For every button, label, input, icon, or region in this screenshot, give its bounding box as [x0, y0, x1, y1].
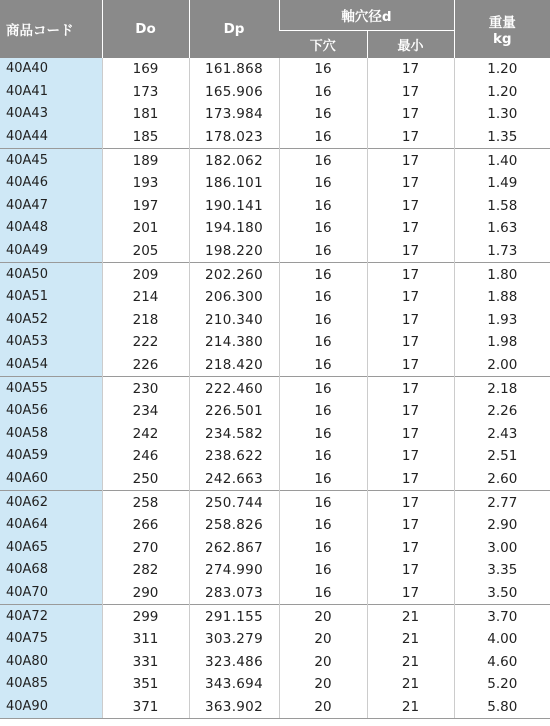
- cell-code: 40A55: [0, 377, 102, 400]
- cell-dp: 186.101: [189, 172, 279, 195]
- cell-bore-pilot: 16: [279, 559, 367, 582]
- cell-dp: 218.420: [189, 354, 279, 377]
- cell-weight: 3.70: [454, 605, 550, 628]
- cell-do: 282: [102, 559, 189, 582]
- cell-code: 40A41: [0, 81, 102, 104]
- cell-weight: 5.80: [454, 696, 550, 719]
- cell-weight: 1.20: [454, 81, 550, 104]
- cell-bore-min: 17: [367, 423, 454, 446]
- cell-do: 189: [102, 149, 189, 172]
- cell-dp: 238.622: [189, 445, 279, 468]
- cell-do: 226: [102, 354, 189, 377]
- cell-code: 40A48: [0, 217, 102, 240]
- cell-bore-min: 17: [367, 468, 454, 491]
- cell-do: 230: [102, 377, 189, 400]
- cell-weight: 4.00: [454, 628, 550, 651]
- cell-weight: 1.49: [454, 172, 550, 195]
- cell-bore-min: 17: [367, 445, 454, 468]
- cell-bore-min: 21: [367, 696, 454, 719]
- table-row: [0, 673, 550, 696]
- cell-bore-pilot: 16: [279, 217, 367, 240]
- cell-dp: 363.902: [189, 696, 279, 719]
- table-row: [0, 103, 550, 126]
- cell-weight: 1.73: [454, 240, 550, 263]
- cell-weight: 3.00: [454, 536, 550, 559]
- cell-weight: 1.40: [454, 149, 550, 172]
- cell-do: 209: [102, 263, 189, 286]
- cell-bore-pilot: 16: [279, 81, 367, 104]
- cell-bore-pilot: 20: [279, 605, 367, 628]
- cell-code: 40A85: [0, 673, 102, 696]
- cell-bore-min: 21: [367, 628, 454, 651]
- cell-dp: 343.694: [189, 673, 279, 696]
- cell-dp: 173.984: [189, 103, 279, 126]
- cell-bore-min: 17: [367, 286, 454, 309]
- cell-bore-min: 17: [367, 309, 454, 332]
- cell-code: 40A70: [0, 582, 102, 605]
- cell-bore-pilot: 16: [279, 172, 367, 195]
- cell-dp: 291.155: [189, 605, 279, 628]
- cell-dp: 214.380: [189, 331, 279, 354]
- cell-bore-pilot: 16: [279, 536, 367, 559]
- cell-bore-pilot: 16: [279, 423, 367, 446]
- table-row: [0, 286, 550, 309]
- cell-bore-pilot: 20: [279, 673, 367, 696]
- table-row: [0, 149, 550, 172]
- header-code: 商品コード: [0, 0, 102, 58]
- table-row: [0, 536, 550, 559]
- cell-code: 40A80: [0, 650, 102, 673]
- header-do: Do: [102, 0, 189, 58]
- table-row: [0, 172, 550, 195]
- cell-do: 331: [102, 650, 189, 673]
- table-row: [0, 331, 550, 354]
- cell-bore-pilot: 16: [279, 103, 367, 126]
- cell-bore-min: 17: [367, 149, 454, 172]
- cell-dp: 178.023: [189, 126, 279, 149]
- cell-dp: 222.460: [189, 377, 279, 400]
- cell-bore-min: 17: [367, 172, 454, 195]
- cell-code: 40A54: [0, 354, 102, 377]
- table-row: [0, 354, 550, 377]
- cell-bore-min: 17: [367, 58, 454, 81]
- cell-do: 290: [102, 582, 189, 605]
- cell-dp: 262.867: [189, 536, 279, 559]
- cell-weight: 1.20: [454, 58, 550, 81]
- table-row: [0, 195, 550, 218]
- cell-bore-pilot: 16: [279, 58, 367, 81]
- header-weight-unit: kg: [492, 31, 512, 47]
- cell-do: 193: [102, 172, 189, 195]
- cell-code: 40A52: [0, 309, 102, 332]
- table-body: [0, 58, 550, 719]
- cell-bore-min: 17: [367, 536, 454, 559]
- table-row: [0, 445, 550, 468]
- cell-bore-pilot: 20: [279, 628, 367, 651]
- cell-do: 270: [102, 536, 189, 559]
- cell-code: 40A65: [0, 536, 102, 559]
- cell-dp: 182.062: [189, 149, 279, 172]
- cell-bore-min: 17: [367, 559, 454, 582]
- cell-bore-pilot: 16: [279, 377, 367, 400]
- cell-do: 181: [102, 103, 189, 126]
- cell-bore-min: 17: [367, 331, 454, 354]
- table-row: [0, 582, 550, 605]
- cell-dp: 206.300: [189, 286, 279, 309]
- cell-do: 311: [102, 628, 189, 651]
- table-row: [0, 696, 550, 719]
- cell-do: 173: [102, 81, 189, 104]
- cell-dp: 234.582: [189, 423, 279, 446]
- cell-bore-pilot: 16: [279, 491, 367, 514]
- cell-weight: 3.50: [454, 582, 550, 605]
- cell-bore-pilot: 16: [279, 195, 367, 218]
- cell-bore-min: 17: [367, 195, 454, 218]
- cell-do: 250: [102, 468, 189, 491]
- cell-weight: 1.80: [454, 263, 550, 286]
- cell-dp: 202.260: [189, 263, 279, 286]
- cell-code: 40A60: [0, 468, 102, 491]
- cell-bore-pilot: 16: [279, 286, 367, 309]
- cell-weight: 1.93: [454, 309, 550, 332]
- cell-bore-pilot: 16: [279, 126, 367, 149]
- cell-dp: 198.220: [189, 240, 279, 263]
- table-row: [0, 468, 550, 491]
- cell-do: 185: [102, 126, 189, 149]
- cell-bore-pilot: 16: [279, 331, 367, 354]
- cell-code: 40A62: [0, 491, 102, 514]
- cell-dp: 190.141: [189, 195, 279, 218]
- cell-code: 40A58: [0, 423, 102, 446]
- table-row: [0, 217, 550, 240]
- cell-code: 40A90: [0, 696, 102, 719]
- cell-weight: 2.77: [454, 491, 550, 514]
- table-row: [0, 514, 550, 537]
- cell-bore-pilot: 16: [279, 240, 367, 263]
- cell-bore-pilot: 16: [279, 354, 367, 377]
- cell-bore-min: 17: [367, 126, 454, 149]
- cell-dp: 210.340: [189, 309, 279, 332]
- cell-weight: 2.00: [454, 354, 550, 377]
- cell-bore-min: 21: [367, 650, 454, 673]
- table-row: [0, 263, 550, 286]
- table-row: [0, 58, 550, 81]
- cell-do: 234: [102, 400, 189, 423]
- cell-weight: 4.60: [454, 650, 550, 673]
- cell-code: 40A49: [0, 240, 102, 263]
- header-bore-min: 最小: [367, 31, 454, 59]
- cell-code: 40A43: [0, 103, 102, 126]
- cell-bore-pilot: 16: [279, 445, 367, 468]
- header-dp: Dp: [189, 0, 279, 58]
- cell-dp: 226.501: [189, 400, 279, 423]
- cell-code: 40A46: [0, 172, 102, 195]
- cell-bore-min: 17: [367, 81, 454, 104]
- cell-bore-pilot: 20: [279, 650, 367, 673]
- cell-bore-min: 17: [367, 217, 454, 240]
- cell-weight: 3.35: [454, 559, 550, 582]
- cell-dp: 303.279: [189, 628, 279, 651]
- cell-weight: 1.98: [454, 331, 550, 354]
- cell-do: 371: [102, 696, 189, 719]
- cell-dp: 165.906: [189, 81, 279, 104]
- cell-code: 40A44: [0, 126, 102, 149]
- cell-code: 40A68: [0, 559, 102, 582]
- cell-dp: 274.990: [189, 559, 279, 582]
- cell-bore-pilot: 16: [279, 400, 367, 423]
- cell-bore-min: 17: [367, 514, 454, 537]
- cell-do: 222: [102, 331, 189, 354]
- cell-bore-pilot: 16: [279, 149, 367, 172]
- cell-do: 351: [102, 673, 189, 696]
- cell-do: 242: [102, 423, 189, 446]
- cell-bore-pilot: 16: [279, 468, 367, 491]
- table-row: [0, 559, 550, 582]
- cell-code: 40A50: [0, 263, 102, 286]
- table-row: [0, 628, 550, 651]
- cell-bore-pilot: 16: [279, 309, 367, 332]
- cell-bore-min: 17: [367, 103, 454, 126]
- cell-do: 258: [102, 491, 189, 514]
- cell-weight: 5.20: [454, 673, 550, 696]
- cell-weight: 2.18: [454, 377, 550, 400]
- header-bore-group: 軸穴径d: [279, 0, 454, 31]
- cell-code: 40A40: [0, 58, 102, 81]
- cell-weight: 2.60: [454, 468, 550, 491]
- table-row: [0, 605, 550, 628]
- cell-dp: 258.826: [189, 514, 279, 537]
- cell-weight: 1.88: [454, 286, 550, 309]
- cell-dp: 161.868: [189, 58, 279, 81]
- cell-weight: 2.51: [454, 445, 550, 468]
- table-header: [0, 0, 550, 58]
- cell-bore-min: 21: [367, 605, 454, 628]
- cell-bore-min: 17: [367, 377, 454, 400]
- cell-do: 197: [102, 195, 189, 218]
- cell-bore-min: 17: [367, 491, 454, 514]
- header-weight: [454, 0, 550, 58]
- cell-code: 40A47: [0, 195, 102, 218]
- cell-weight: 2.43: [454, 423, 550, 446]
- cell-dp: 194.180: [189, 217, 279, 240]
- cell-do: 218: [102, 309, 189, 332]
- cell-weight: 1.30: [454, 103, 550, 126]
- cell-do: 299: [102, 605, 189, 628]
- cell-bore-pilot: 16: [279, 263, 367, 286]
- cell-do: 266: [102, 514, 189, 537]
- cell-bore-min: 17: [367, 582, 454, 605]
- cell-code: 40A72: [0, 605, 102, 628]
- header-bore-pilot: 下穴: [279, 31, 367, 59]
- cell-code: 40A75: [0, 628, 102, 651]
- cell-code: 40A53: [0, 331, 102, 354]
- cell-dp: 283.073: [189, 582, 279, 605]
- table-row: [0, 650, 550, 673]
- cell-weight: 2.26: [454, 400, 550, 423]
- table-row: [0, 377, 550, 400]
- cell-code: 40A56: [0, 400, 102, 423]
- cell-do: 246: [102, 445, 189, 468]
- cell-bore-min: 21: [367, 673, 454, 696]
- cell-weight: 1.63: [454, 217, 550, 240]
- header-weight-label: 重量: [488, 15, 516, 31]
- table-row: [0, 240, 550, 263]
- table-row: [0, 400, 550, 423]
- cell-bore-min: 17: [367, 240, 454, 263]
- cell-bore-pilot: 16: [279, 514, 367, 537]
- cell-do: 201: [102, 217, 189, 240]
- cell-dp: 242.663: [189, 468, 279, 491]
- cell-bore-min: 17: [367, 400, 454, 423]
- cell-bore-min: 17: [367, 354, 454, 377]
- cell-code: 40A64: [0, 514, 102, 537]
- cell-bore-pilot: 16: [279, 582, 367, 605]
- table-row: [0, 423, 550, 446]
- cell-code: 40A51: [0, 286, 102, 309]
- cell-code: 40A45: [0, 149, 102, 172]
- table-row: [0, 491, 550, 514]
- table-row: [0, 126, 550, 149]
- table-row: [0, 309, 550, 332]
- cell-do: 214: [102, 286, 189, 309]
- cell-weight: 1.35: [454, 126, 550, 149]
- cell-dp: 250.744: [189, 491, 279, 514]
- cell-dp: 323.486: [189, 650, 279, 673]
- cell-weight: 1.58: [454, 195, 550, 218]
- cell-weight: 2.90: [454, 514, 550, 537]
- cell-bore-pilot: 20: [279, 696, 367, 719]
- table-row: [0, 81, 550, 104]
- cell-do: 169: [102, 58, 189, 81]
- cell-do: 205: [102, 240, 189, 263]
- cell-bore-min: 17: [367, 263, 454, 286]
- cell-code: 40A59: [0, 445, 102, 468]
